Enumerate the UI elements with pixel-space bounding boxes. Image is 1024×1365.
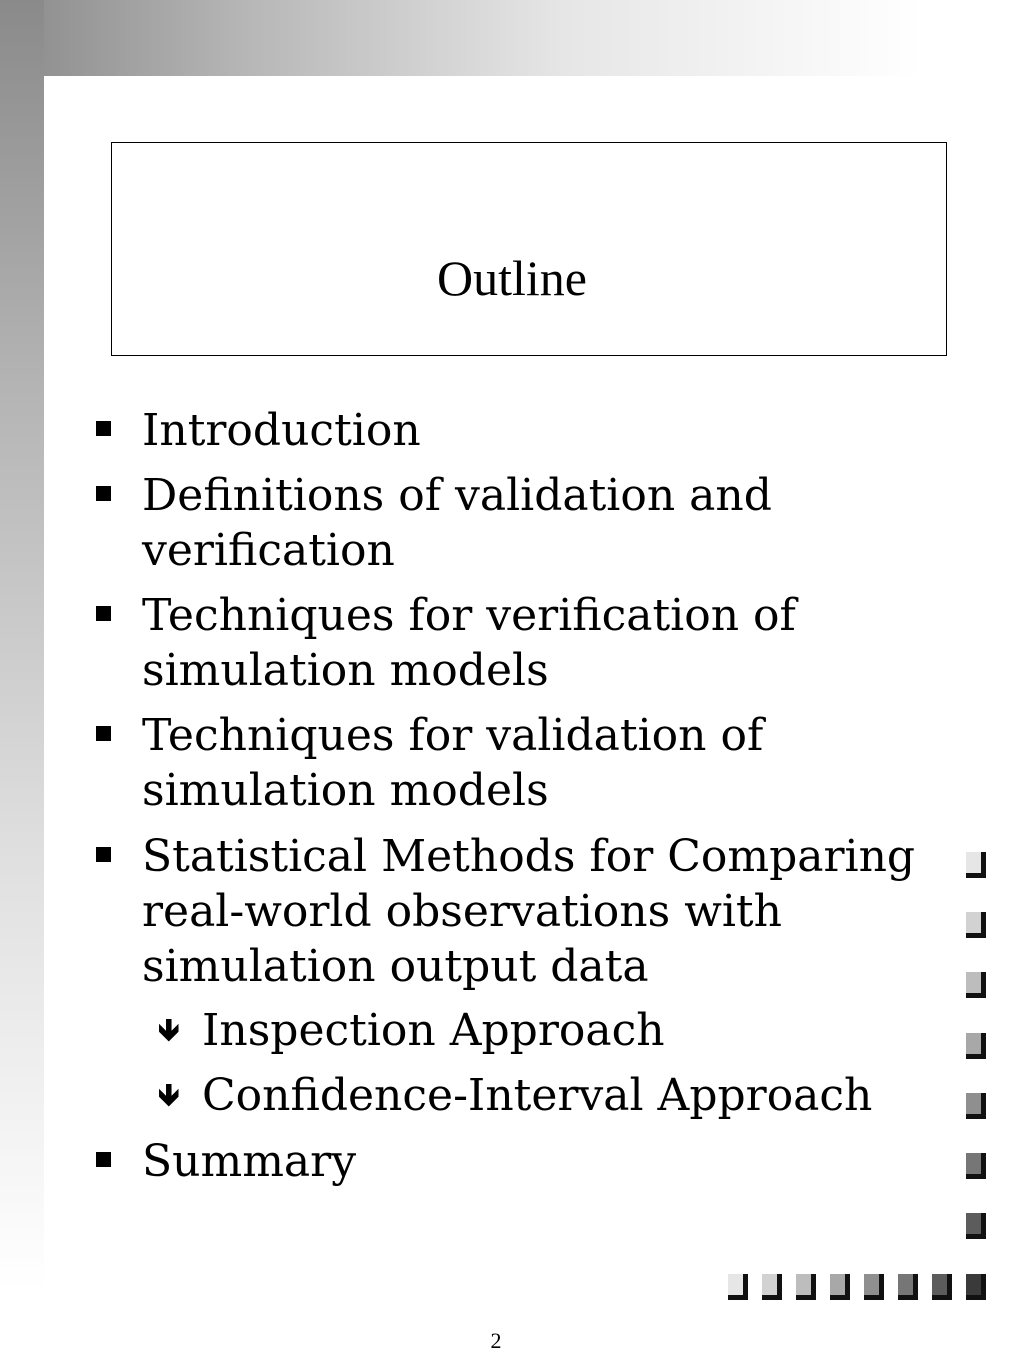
square-bullet-icon xyxy=(96,486,111,501)
decorative-square xyxy=(966,1033,986,1059)
sub-list-item-text: Confidence-Interval Approach xyxy=(202,1070,873,1121)
decorative-square xyxy=(796,1274,816,1300)
down-arrow-icon: 🡻 xyxy=(158,1013,180,1048)
list-item-text: Introduction xyxy=(142,405,421,456)
page-number: 2 xyxy=(490,1328,502,1353)
decorative-square xyxy=(830,1274,850,1300)
list-item-text: Techniques for verification of simulation models xyxy=(142,590,796,696)
square-bullet-icon xyxy=(96,1152,111,1167)
decorative-square xyxy=(898,1274,918,1300)
slide-frame-top xyxy=(0,0,1024,76)
decorative-square xyxy=(966,972,986,998)
list-item-text: Statistical Methods for Comparing real-world observations with simulation output data xyxy=(142,831,916,992)
sub-list-item-text: Inspection Approach xyxy=(202,1005,665,1056)
decorative-square xyxy=(966,1213,986,1239)
decorative-square xyxy=(966,1153,986,1179)
decorative-square xyxy=(762,1274,782,1300)
decorative-square xyxy=(864,1274,884,1300)
list-item-text: Techniques for validation of simulation models xyxy=(142,710,764,816)
decorative-square xyxy=(966,912,986,938)
decorative-square xyxy=(728,1274,748,1300)
square-bullet-icon xyxy=(96,606,111,621)
square-bullet-icon xyxy=(96,726,111,741)
decorative-square xyxy=(966,1093,986,1119)
slide-title: Outline xyxy=(437,250,587,306)
square-bullet-icon xyxy=(96,421,111,436)
list-item-text: Definitions of validation and verification xyxy=(142,470,772,576)
down-arrow-icon: 🡻 xyxy=(158,1078,180,1113)
decorative-square xyxy=(932,1274,952,1300)
slide-frame-left xyxy=(0,0,44,1290)
list-item-text: Summary xyxy=(142,1136,357,1187)
decorative-square xyxy=(966,1274,986,1300)
square-bullet-icon xyxy=(96,847,111,862)
decorative-square xyxy=(966,852,986,878)
